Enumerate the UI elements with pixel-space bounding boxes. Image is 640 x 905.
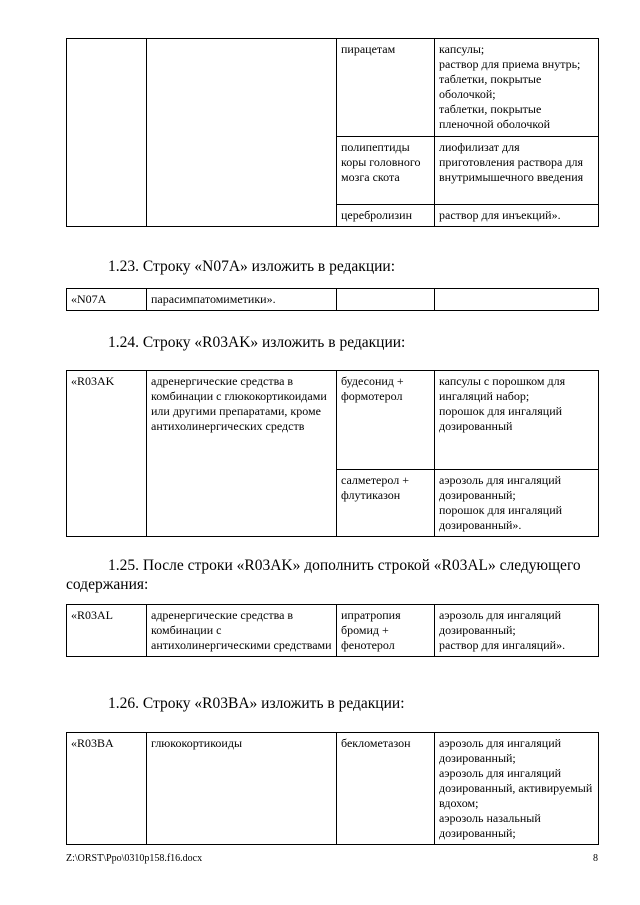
table-cell-drug: салметерол + флутиказон bbox=[337, 470, 435, 537]
page-number: 8 bbox=[593, 853, 598, 864]
table-r03ba bbox=[66, 732, 599, 845]
table-cell-drug: пирацетам bbox=[337, 39, 435, 137]
table-row bbox=[67, 733, 599, 845]
table-cell-form: аэрозоль для ингаляций дозированный; аэрозоль для ингаляций дозированный, активируемый вдохом; аэрозоль назальный дозированный; bbox=[435, 733, 599, 845]
table-row bbox=[67, 605, 599, 657]
table-r03al bbox=[66, 604, 599, 657]
table-continuation bbox=[66, 38, 599, 227]
table-cell-drug: ипратропия бромид + фенотерол bbox=[337, 605, 435, 657]
table-cell-form: капсулы; раствор для приема внутрь; таблетки, покрытые оболочкой; таблетки, покрытые пленочной оболочкой bbox=[435, 39, 599, 137]
table-cell-drug bbox=[337, 289, 435, 311]
table-r03ak bbox=[66, 370, 599, 537]
table-cell-form: раствор для инъекций». bbox=[435, 205, 599, 227]
table-cell-group: парасимпатомиметики». bbox=[147, 289, 337, 311]
table-cell-drug: будесонид + формотерол bbox=[337, 371, 435, 470]
table-row bbox=[67, 289, 599, 311]
table-cell-form: аэрозоль для ингаляций дозированный; раствор для ингаляций». bbox=[435, 605, 599, 657]
paragraph-1-24: 1.24. Строку «R03AK» изложить в редакции: bbox=[108, 334, 406, 351]
table-cell-code bbox=[67, 39, 147, 227]
paragraph-1-23: 1.23. Строку «N07A» изложить в редакции: bbox=[108, 258, 396, 275]
table-cell-code: «R03BA bbox=[67, 733, 147, 845]
table-cell-drug: полипептиды коры головного мозга скота bbox=[337, 137, 435, 205]
table-cell-form: лиофилизат для приготовления раствора для внутримышечного введения bbox=[435, 137, 599, 205]
table-cell-group: адренергические средства в комбинации с антихолинергическими средствами bbox=[147, 605, 337, 657]
table-cell-group: адренергические средства в комбинации с глюкокортикоидами или другими препаратами, кроме антихолинергических средств bbox=[147, 371, 337, 537]
table-cell-form bbox=[435, 289, 599, 311]
footer-file-path: Z:\ORST\Ppo\0310p158.f16.docx bbox=[66, 853, 203, 864]
table-row bbox=[67, 371, 599, 470]
table-cell-group: глюкокортикоиды bbox=[147, 733, 337, 845]
table-n07a bbox=[66, 288, 599, 311]
table-cell-form: капсулы с порошком для ингаляций набор; порошок для ингаляций дозированный bbox=[435, 371, 599, 470]
table-cell-code: «R03AK bbox=[67, 371, 147, 537]
table-cell-form: аэрозоль для ингаляций дозированный; порошок для ингаляций дозированный». bbox=[435, 470, 599, 537]
paragraph-1-25: 1.25. После строки «R03AK» дополнить строкой «R03AL» следующего содержания: bbox=[66, 557, 581, 593]
table-row bbox=[67, 39, 599, 137]
paragraph-1-26: 1.26. Строку «R03BA» изложить в редакции: bbox=[108, 695, 405, 712]
table-cell-drug: беклометазон bbox=[337, 733, 435, 845]
table-cell-code: «N07A bbox=[67, 289, 147, 311]
page-footer bbox=[66, 853, 598, 865]
table-cell-code: «R03AL bbox=[67, 605, 147, 657]
table-cell-drug: церебролизин bbox=[337, 205, 435, 227]
table-cell-group bbox=[147, 39, 337, 227]
